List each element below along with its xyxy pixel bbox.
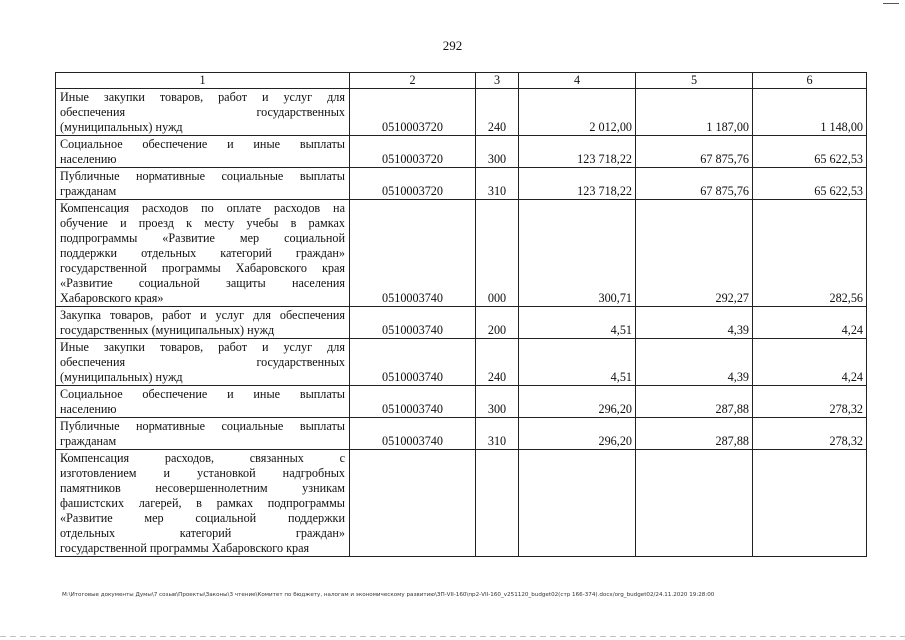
header-col-6: 6 (753, 73, 867, 89)
amount-col-5-cell: 287,88 (636, 386, 753, 418)
expense-name-line: государственных (муниципальных) нужд (60, 323, 275, 337)
expense-name-line: обеспечения государственных (60, 105, 345, 119)
amount-col-5-cell: 287,88 (636, 418, 753, 450)
amount-col-4-cell (519, 450, 636, 557)
header-col-5: 5 (636, 73, 753, 89)
expense-type-cell: 300 (476, 386, 519, 418)
header-col-3: 3 (476, 73, 519, 89)
expense-name-line: гражданам (60, 184, 117, 198)
expense-name-line: гражданам (60, 434, 117, 448)
table-row (56, 307, 867, 339)
expense-name-line: государственной программы Хабаровского края (60, 541, 310, 555)
amount-col-6-cell (753, 450, 867, 557)
amount-col-4-cell: 123 718,22 (519, 168, 636, 200)
expense-name-cell (56, 307, 350, 339)
expense-name-line: населению (60, 402, 117, 416)
table-row (56, 168, 867, 200)
amount-col-5-cell: 1 187,00 (636, 89, 753, 136)
table-header-row (56, 73, 867, 89)
expense-name-line: Компенсация расходов, связанных с (60, 451, 345, 465)
target-article-cell: 0510003740 (350, 200, 476, 307)
expense-name-cell (56, 339, 350, 386)
amount-col-5-cell: 4,39 (636, 339, 753, 386)
expense-name-line: отдельных категорий граждан» (60, 526, 345, 540)
expense-name-line: Публичные нормативные социальные выплаты (60, 419, 345, 433)
expense-type-cell: 000 (476, 200, 519, 307)
expense-name-line: Публичные нормативные социальные выплаты (60, 169, 345, 183)
amount-col-4-cell: 2 012,00 (519, 89, 636, 136)
table-row (56, 89, 867, 136)
expense-name-line: населению (60, 152, 117, 166)
target-article-cell: 0510003740 (350, 386, 476, 418)
target-article-cell (350, 450, 476, 557)
expense-name-line: Хабаровского края» (60, 291, 164, 305)
table-row (56, 418, 867, 450)
table-row (56, 136, 867, 168)
amount-col-5-cell (636, 450, 753, 557)
expense-type-cell: 240 (476, 89, 519, 136)
document-path-footer: M:\Итоговые документы Думы\7 созыв\Проекты\Законы\3 чтение\Комитет по бюджету, налогам и экономическому развитию\ЗП-VII-160\пр2-VII-160_v251120_budget02(стр 166-374).docx/org_budget02/24.11.2020 19:28:00 (62, 592, 715, 598)
expense-name-cell (56, 168, 350, 200)
expense-name-line: (муниципальных) нужд (60, 370, 183, 384)
expense-name-line: Социальное обеспечение и иные выплаты (60, 137, 345, 151)
amount-col-4-cell: 300,71 (519, 200, 636, 307)
budget-table-body (56, 73, 867, 557)
amount-col-4-cell: 296,20 (519, 386, 636, 418)
expense-name-line: государственной программы Хабаровского края (60, 261, 345, 275)
expense-name-cell (56, 200, 350, 307)
expense-name-line: Социальное обеспечение и иные выплаты (60, 387, 345, 401)
amount-col-4-cell: 123 718,22 (519, 136, 636, 168)
expense-type-cell: 300 (476, 136, 519, 168)
expense-name-cell (56, 89, 350, 136)
expense-name-line: изготовлением и установкой надгробных (60, 466, 345, 480)
header-col-2: 2 (350, 73, 476, 89)
expense-name-line: (муниципальных) нужд (60, 120, 183, 134)
table-row (56, 200, 867, 307)
amount-col-6-cell: 1 148,00 (753, 89, 867, 136)
target-article-cell: 0510003720 (350, 136, 476, 168)
amount-col-6-cell: 282,56 (753, 200, 867, 307)
expense-name-line: поддержки отдельных категорий граждан» (60, 246, 345, 260)
table-row (56, 386, 867, 418)
amount-col-6-cell: 278,32 (753, 386, 867, 418)
target-article-cell: 0510003740 (350, 418, 476, 450)
target-article-cell: 0510003720 (350, 168, 476, 200)
amount-col-6-cell: 65 622,53 (753, 136, 867, 168)
expense-name-cell (56, 450, 350, 557)
expense-type-cell: 310 (476, 418, 519, 450)
amount-col-6-cell: 4,24 (753, 339, 867, 386)
expense-name-line: Иные закупки товаров, работ и услуг для (60, 90, 345, 104)
expense-name-line: Иные закупки товаров, работ и услуг для (60, 340, 345, 354)
expense-name-cell (56, 136, 350, 168)
amount-col-5-cell: 292,27 (636, 200, 753, 307)
expense-name-line: «Развитие мер социальной поддержки (60, 511, 345, 525)
header-col-1: 1 (56, 73, 350, 89)
amount-col-6-cell: 4,24 (753, 307, 867, 339)
amount-col-5-cell: 67 875,76 (636, 168, 753, 200)
expense-name-line: обучение и проезд к месту учебы в рамках (60, 216, 345, 230)
target-article-cell: 0510003740 (350, 339, 476, 386)
expense-type-cell: 310 (476, 168, 519, 200)
expense-name-line: подпрограммы «Развитие мер социальной (60, 231, 345, 245)
expense-name-cell (56, 418, 350, 450)
expense-type-cell (476, 450, 519, 557)
expense-name-cell (56, 386, 350, 418)
expense-name-line: «Развитие социальной защиты населения (60, 276, 345, 290)
page-number: 292 (442, 38, 463, 53)
expense-type-cell: 200 (476, 307, 519, 339)
amount-col-4-cell: 4,51 (519, 307, 636, 339)
amount-col-4-cell: 296,20 (519, 418, 636, 450)
amount-col-4-cell: 4,51 (519, 339, 636, 386)
amount-col-6-cell: 65 622,53 (753, 168, 867, 200)
expense-name-line: обеспечения государственных (60, 355, 345, 369)
header-col-4: 4 (519, 73, 636, 89)
amount-col-6-cell: 278,32 (753, 418, 867, 450)
budget-table (55, 72, 867, 557)
amount-col-5-cell: 4,39 (636, 307, 753, 339)
table-row (56, 450, 867, 557)
table-row (56, 339, 867, 386)
expense-name-line: памятников несовершеннолетним узникам (60, 481, 345, 495)
scan-artifact-line (0, 636, 905, 637)
expense-name-line: фашистских лагерей, в рамках подпрограммы (60, 496, 345, 510)
expense-name-line: Закупка товаров, работ и услуг для обеспечения (60, 308, 345, 322)
target-article-cell: 0510003740 (350, 307, 476, 339)
expense-name-line: Компенсация расходов по оплате расходов на (60, 201, 345, 215)
scan-edge-mark (883, 3, 899, 4)
target-article-cell: 0510003720 (350, 89, 476, 136)
expense-type-cell: 240 (476, 339, 519, 386)
amount-col-5-cell: 67 875,76 (636, 136, 753, 168)
